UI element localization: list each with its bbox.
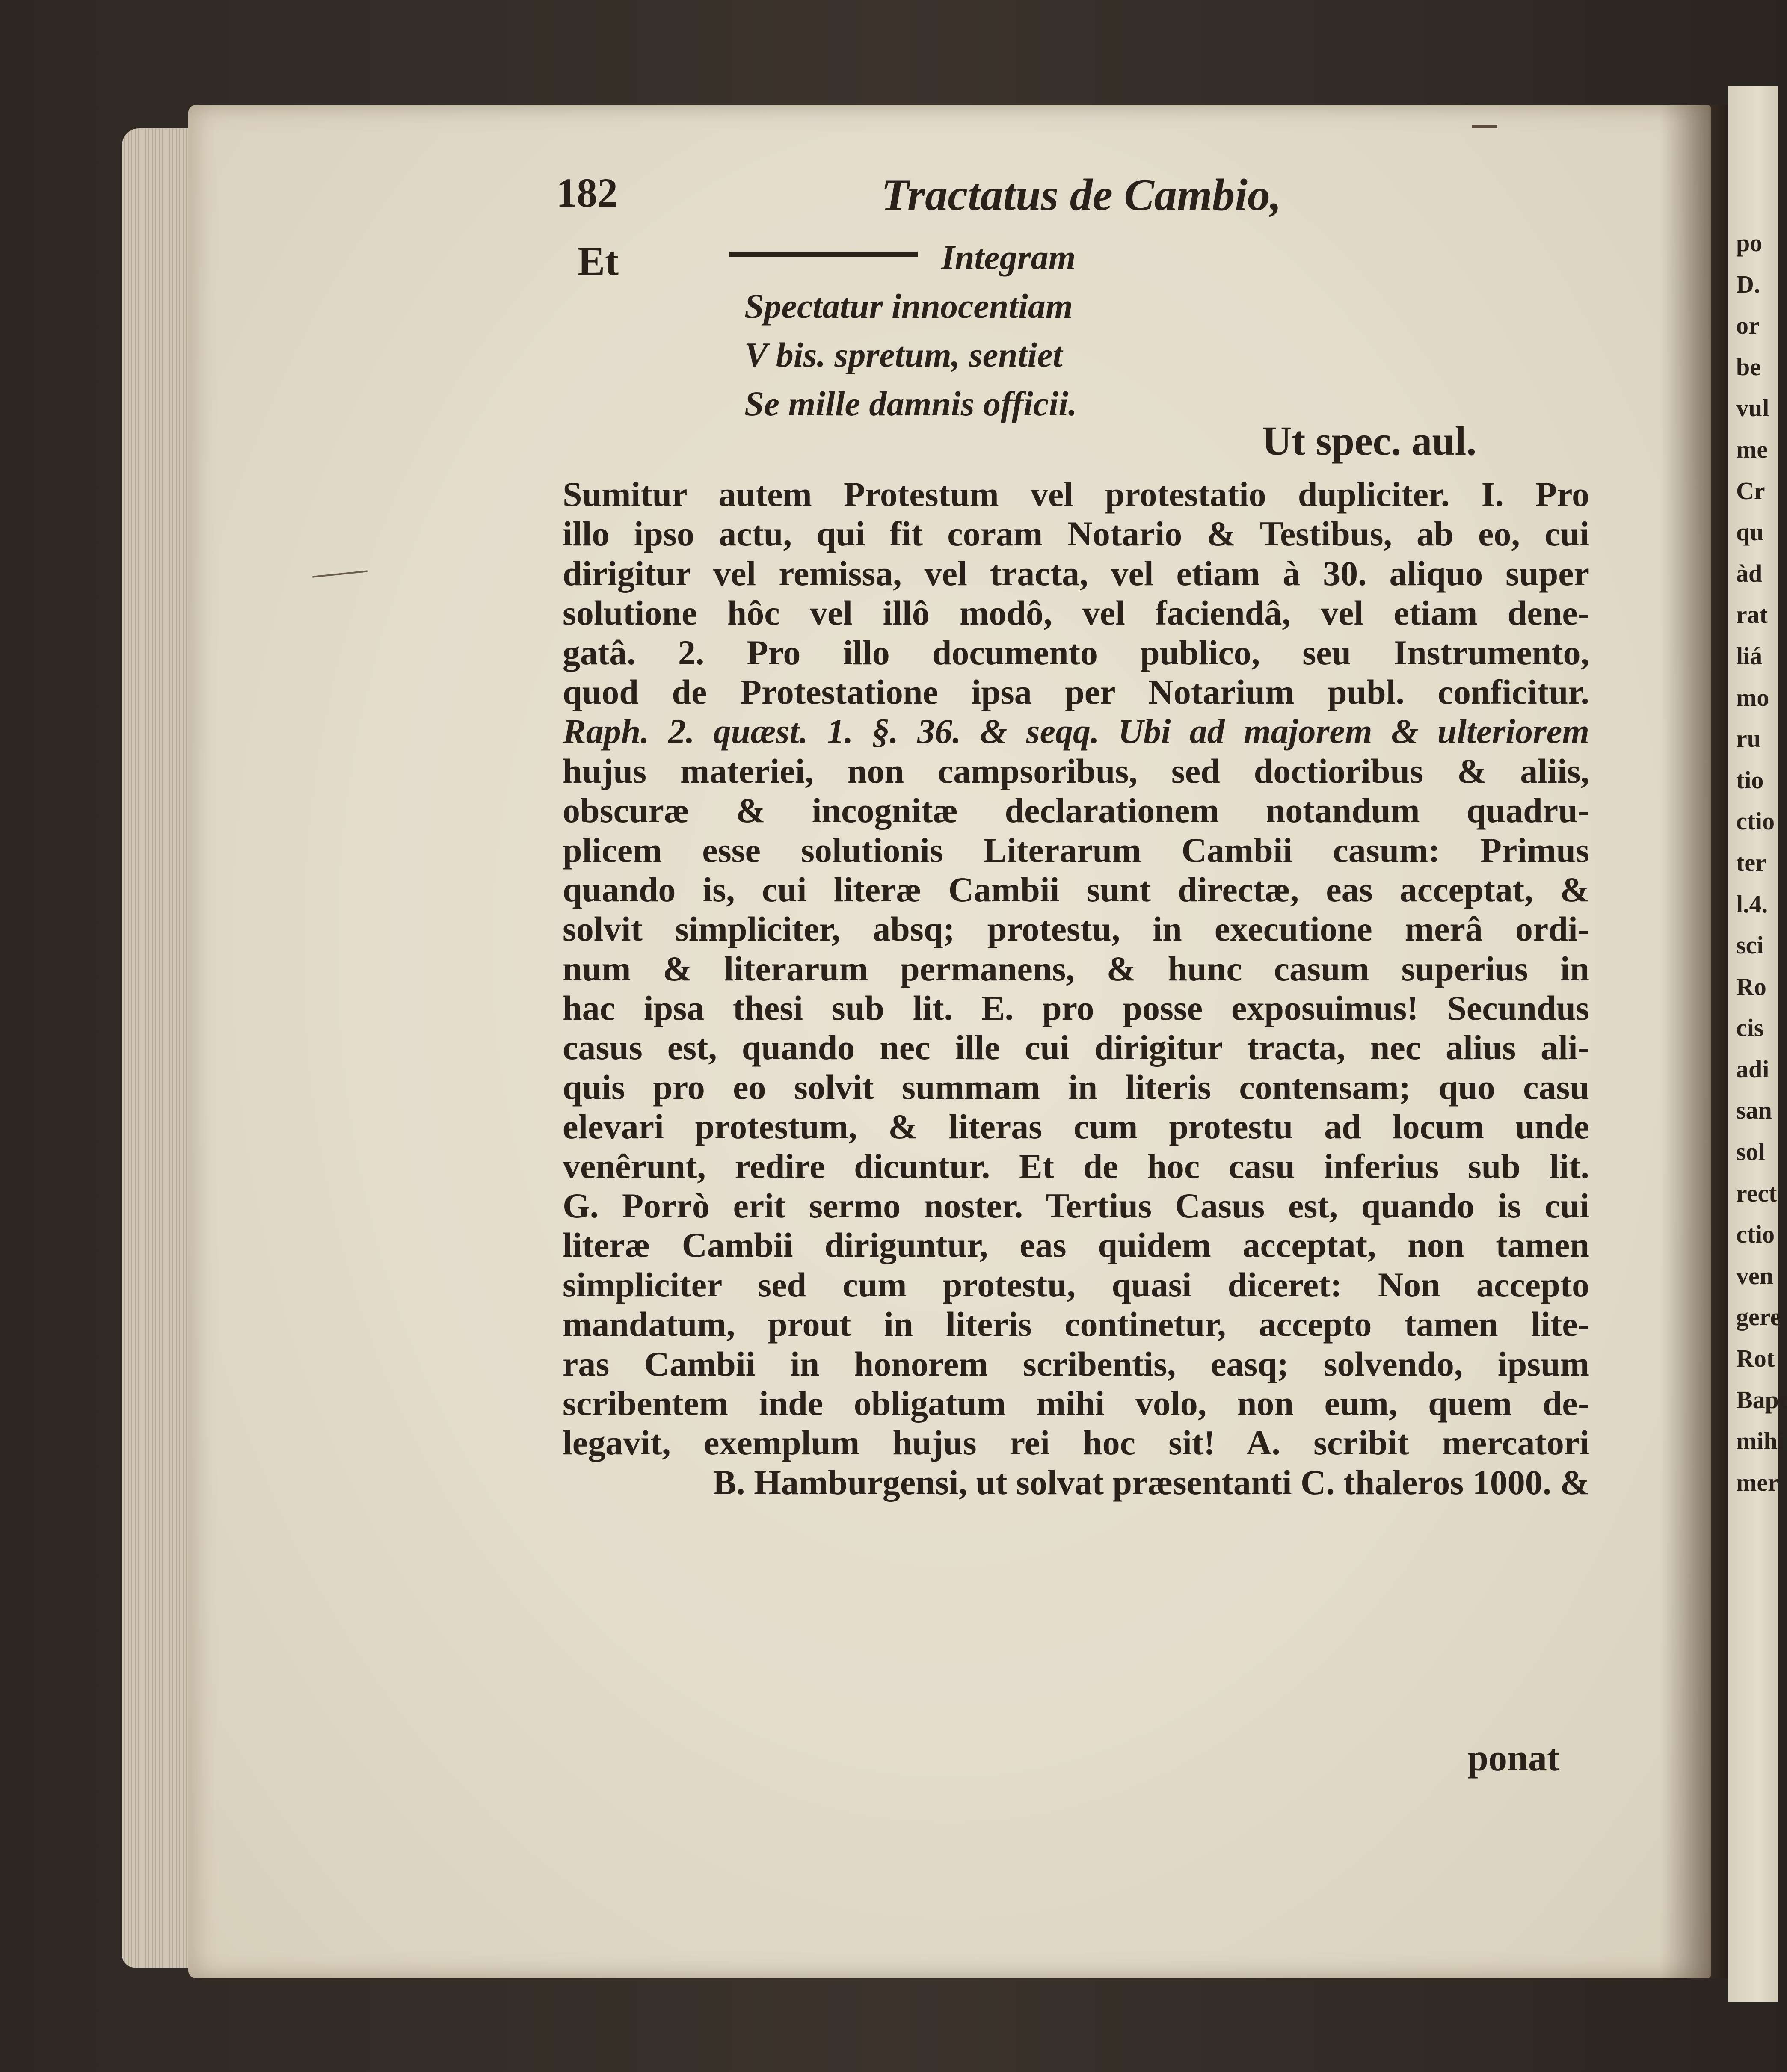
facing-fragment: vul: [1736, 394, 1769, 422]
facing-fragment: ctio: [1736, 807, 1775, 835]
text-line: legavit, exemplum hujus rei hoc sit! A. scribit mercatori: [563, 1423, 1589, 1462]
text-line: solvit simpliciter, absq; protestu, in executione merâ ordi-: [563, 909, 1589, 949]
text-line: gatâ. 2. Pro illo documento publico, seu Instrumento,: [563, 633, 1589, 672]
facing-fragment: ter: [1736, 848, 1766, 876]
verse-line: Integram: [941, 238, 1076, 277]
gutter-shadow: [1660, 105, 1728, 1978]
facing-fragment: Ro: [1736, 972, 1766, 1000]
text-line: plicem esse solutionis Literarum Cambii casum: Primus: [563, 830, 1589, 870]
facing-fragment: rat: [1736, 601, 1768, 629]
facing-fragment: rect: [1736, 1179, 1777, 1207]
verse-lead: Et: [578, 238, 619, 284]
facing-fragment: àd: [1736, 559, 1763, 587]
facing-fragment: Bapt: [1736, 1385, 1787, 1414]
text-line: mandatum, prout in literis continetur, accepto tamen lite-: [563, 1305, 1589, 1344]
text-line: Sumitur autem Protestum vel protestatio dupliciter. I. Pro: [563, 475, 1589, 514]
facing-fragment: mer: [1736, 1468, 1779, 1496]
verse-attribution: Ut spec. aul.: [1262, 418, 1477, 464]
text-line: Raph. 2. quæst. 1. §. 36. & seqq. Ubi ad majorem & ulteriorem: [563, 712, 1589, 751]
text-line: G. Porrò erit sermo noster. Tertius Casus est, quando is cui: [563, 1186, 1589, 1225]
text-line: hac ipsa thesi sub lit. E. pro posse exposuimus! Secundus: [563, 989, 1589, 1028]
facing-fragment: mihi: [1736, 1427, 1784, 1455]
text-line: casus est, quando nec ille cui dirigitur tracta, nec alius ali-: [563, 1028, 1589, 1067]
text-line: literæ Cambii diriguntur, eas quidem acceptat, non tamen: [563, 1225, 1589, 1265]
verse-line: Se mille damnis officii.: [744, 384, 1077, 423]
facing-fragment: sol: [1736, 1138, 1765, 1166]
facing-fragment: sci: [1736, 931, 1764, 959]
facing-fragment: san: [1736, 1096, 1772, 1125]
ink-mark: [1472, 125, 1497, 128]
running-title: Tractatus de Cambio,: [881, 170, 1282, 220]
facing-fragment: adi: [1736, 1055, 1769, 1083]
page-number: 182: [556, 170, 618, 216]
text-line: hujus materiei, non campsoribus, sed doctioribus & aliis,: [563, 751, 1589, 790]
text-line: quando is, cui literæ Cambii sunt directæ, eas acceptat, &: [563, 870, 1589, 909]
facing-fragment: D.: [1736, 270, 1760, 298]
facing-fragment: be: [1736, 352, 1761, 381]
facing-fragment: tio: [1736, 766, 1764, 794]
text-line: solutione hôc vel illô modô, vel faciendâ, vel etiam dene-: [563, 593, 1589, 633]
facing-fragment: mo: [1736, 683, 1769, 711]
text-line: quod de Protestatione ipsa per Notarium publ. conficitur.: [563, 672, 1589, 711]
facing-fragment: l.4.: [1736, 890, 1768, 918]
facing-page-fragments: [1736, 222, 1787, 1503]
facing-fragment: ru: [1736, 725, 1761, 753]
text-line: venêrunt, redire dicuntur. Et de hoc casu inferius sub lit.: [563, 1146, 1589, 1186]
text-line: num & literarum permanens, & hunc casum superius in: [563, 949, 1589, 988]
text-line: dirigitur vel remissa, vel tracta, vel etiam à 30. aliquo super: [563, 554, 1589, 593]
facing-fragment: Cr: [1736, 477, 1765, 505]
verse-line: Spectatur innocentiam: [744, 287, 1073, 326]
facing-fragment: cis: [1736, 1014, 1764, 1042]
body-paragraph: [563, 475, 1589, 1502]
text-line: quis pro eo solvit summam in literis contensam; quo casu: [563, 1067, 1589, 1107]
facing-fragment: me: [1736, 435, 1768, 463]
text-line: B. Hamburgensi, ut solvat præsentanti C. thaleros 1000. &: [713, 1462, 1589, 1502]
text-line: obscuræ & incognitæ declarationem notandum quadru-: [563, 791, 1589, 830]
facing-fragment: ctio: [1736, 1220, 1775, 1249]
facing-fragment: qu: [1736, 518, 1764, 546]
facing-fragment: po: [1736, 229, 1763, 257]
text-line: scribentem inde obligatum mihi volo, non eum, quem de-: [563, 1383, 1589, 1423]
text-line: simpliciter sed cum protestu, quasi diceret: Non accepto: [563, 1265, 1589, 1304]
verse-line: V bis. spretum, sentiet: [744, 335, 1063, 374]
verse-quotation: [744, 233, 1258, 428]
text-line: illo ipso actu, qui fit coram Notario & Testibus, ab eo, cui: [563, 514, 1589, 554]
facing-fragment: ven: [1736, 1261, 1773, 1290]
facing-fragment: liá: [1736, 642, 1763, 670]
facing-fragment: Rot: [1736, 1344, 1775, 1373]
text-line: ras Cambii in honorem scribentis, easq; solvendo, ipsum: [563, 1344, 1589, 1383]
catchword: ponat: [1467, 1738, 1560, 1779]
facing-fragment: gere: [1736, 1303, 1781, 1331]
text-line: elevari protestum, & literas cum protestu ad locum unde: [563, 1107, 1589, 1146]
facing-fragment: or: [1736, 311, 1760, 340]
